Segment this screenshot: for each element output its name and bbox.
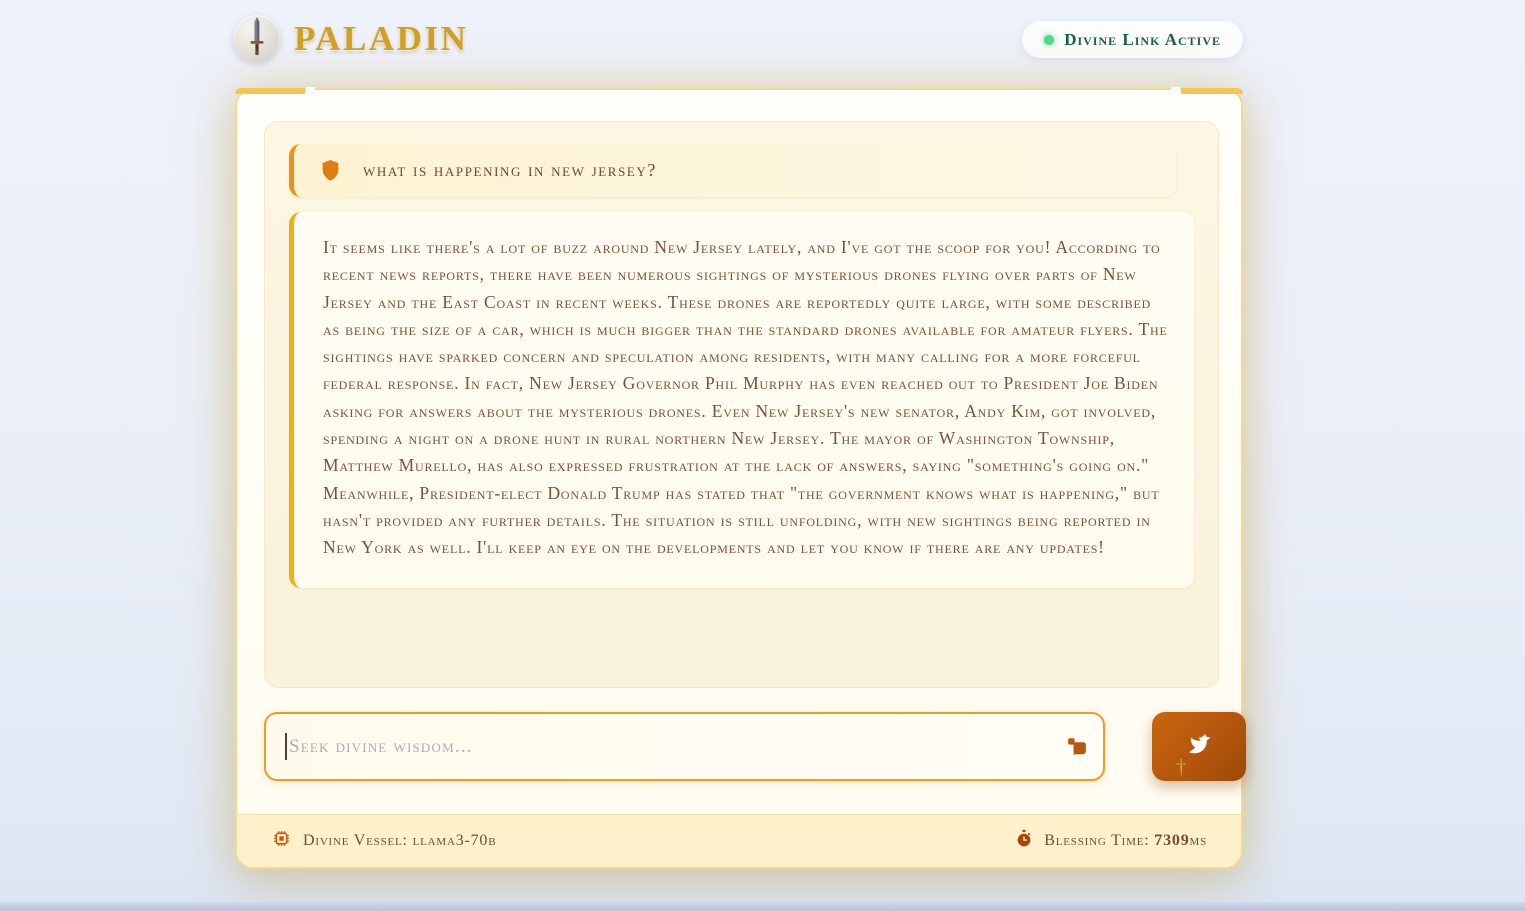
corner-accent-left <box>235 88 305 94</box>
scroll-icon[interactable] <box>1063 732 1091 760</box>
app-logo <box>233 15 280 62</box>
sword-icon <box>246 16 268 61</box>
user-message <box>289 144 1176 197</box>
blessing-time-value: 7309 <box>1154 832 1190 849</box>
timing-info <box>1016 829 1207 853</box>
prompt-input-wrap <box>264 712 1105 781</box>
stopwatch-icon <box>1016 829 1032 853</box>
corner-notch-right <box>1171 87 1180 96</box>
card-footer <box>237 814 1241 867</box>
chat-card <box>235 88 1243 869</box>
status-label: Divine Link Active <box>1064 29 1221 49</box>
status-dot-icon <box>1044 35 1054 45</box>
model-label: Divine Vessel: llama3-70b <box>303 832 497 849</box>
app-title: PALADIN <box>294 18 469 58</box>
corner-accent-right <box>1181 88 1243 94</box>
model-info <box>272 829 496 853</box>
user-message-text: what is happening in new jersey? <box>363 160 658 180</box>
shield-icon <box>320 159 341 182</box>
prompt-input[interactable] <box>264 712 1105 781</box>
status-badge <box>1022 21 1243 58</box>
assistant-message-text: It seems like there's a lot of buzz around New Jersey lately, and I've got the scoop for you! According to recent news reports, there have been numerous sightings of mysterious drones flying over parts of New Jersey and the East Coast in recent weeks. These drones are reportedly quite large, with some described as being the size of a car, which is much bigger than the standard drones available for amateur flyers. The sightings have sparked concern and speculation among residents, with many calling for a more forceful federal response. In fact, New Jersey Governor Phil Murphy has even reached out to President Joe Biden asking for answers about the mysterious drones. Even New Jersey's new senator, Andy Kim, got involved, spending a night on a drone hunt in rural northern New Jersey. The mayor of Washington Township, Matthew Murello, has also expressed frustration at the lack of answers, saying "something's going on." Meanwhile, President-elect Donald Trump has stated that "the government knows what is happening," but hasn't provided any further details. The situation is still unfolding, with new sightings being reported in New York as well. I'll keep an eye on the developments and let you know if there are any updates! <box>323 237 1168 558</box>
app-header <box>0 0 1525 78</box>
blessing-time-unit: ms <box>1189 832 1207 849</box>
text-caret <box>285 733 287 760</box>
send-button[interactable] <box>1152 712 1246 781</box>
page-bottom-edge <box>0 902 1525 911</box>
brand <box>233 15 468 62</box>
blessing-time <box>1044 832 1207 850</box>
chat-history <box>264 121 1219 688</box>
chip-icon <box>272 829 291 853</box>
assistant-message <box>289 212 1194 588</box>
cross-icon: † <box>1176 755 1187 779</box>
corner-notch-left <box>306 87 315 96</box>
composer <box>264 712 1219 782</box>
blessing-time-label: Blessing Time: <box>1044 832 1150 849</box>
